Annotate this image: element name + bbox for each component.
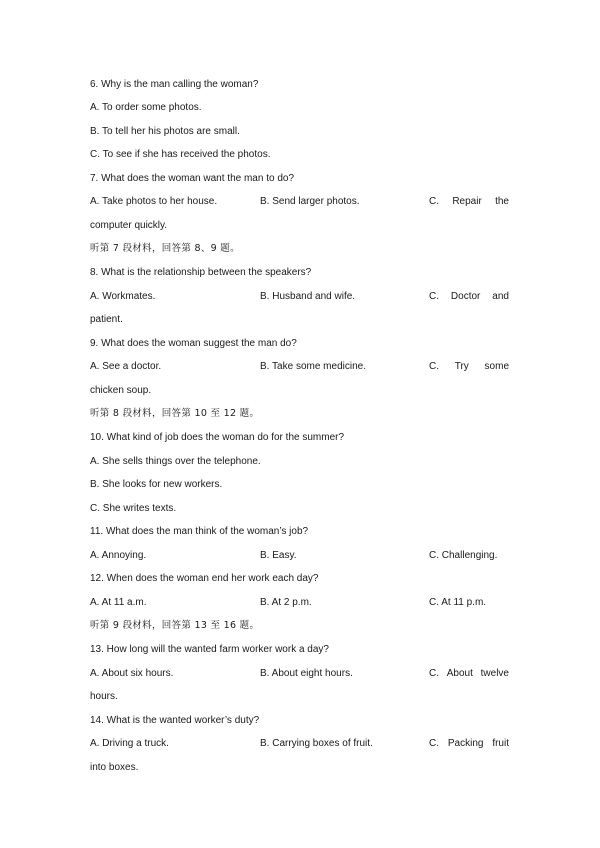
question-12-stem: 12. When does the woman end her work each day?	[90, 573, 319, 584]
question-6-stem: 6. Why is the man calling the woman?	[90, 79, 259, 90]
question-14-option-c: C. Packing fruit	[429, 738, 509, 749]
question-9-option-b: B. Take some medicine.	[260, 361, 366, 372]
question-14-option-a: A. Driving a truck.	[90, 738, 169, 749]
question-8-option-c-continued: patient.	[90, 314, 123, 325]
question-13-option-c-continued: hours.	[90, 691, 118, 702]
question-11-stem: 11. What does the man think of the woman’s job?	[90, 526, 309, 537]
question-10-option-c: C. She writes texts.	[90, 503, 177, 514]
question-7-option-c: C. Repair the	[429, 196, 509, 207]
question-6-option-c: C. To see if she has received the photos.	[90, 149, 271, 160]
question-9-option-a: A. See a doctor.	[90, 361, 162, 372]
question-9-stem: 9. What does the woman suggest the man do?	[90, 338, 297, 349]
section-9-instruction: 听第 9 段材料，回答第 13 至 16 题。	[90, 620, 260, 631]
question-13-option-c: C. About twelve	[429, 668, 509, 679]
question-8-option-c: C. Doctor and	[429, 291, 509, 302]
question-13-option-b: B. About eight hours.	[260, 668, 353, 679]
question-10-stem: 10. What kind of job does the woman do for the summer?	[90, 432, 345, 443]
question-12-option-a: A. At 11 a.m.	[90, 597, 147, 608]
question-14-stem: 14. What is the wanted worker’s duty?	[90, 715, 260, 726]
question-8-option-b: B. Husband and wife.	[260, 291, 356, 302]
question-8-option-a: A. Workmates.	[90, 291, 156, 302]
question-13-option-a: A. About six hours.	[90, 668, 174, 679]
question-7-option-a: A. Take photos to her house.	[90, 196, 218, 207]
question-10-option-a: A. She sells things over the telephone.	[90, 456, 261, 467]
question-9-option-c: C. Try some	[429, 361, 509, 372]
question-7-option-b: B. Send larger photos.	[260, 196, 360, 207]
section-7-instruction: 听第 7 段材料，回答第 8、9 题。	[90, 243, 240, 254]
question-7-option-c-continued: computer quickly.	[90, 220, 168, 231]
question-11-option-b: B. Easy.	[260, 550, 297, 561]
question-11-option-a: A. Annoying.	[90, 550, 147, 561]
question-11-option-c: C. Challenging.	[429, 550, 498, 561]
question-10-option-b: B. She looks for new workers.	[90, 479, 223, 490]
question-12-option-b: B. At 2 p.m.	[260, 597, 312, 608]
question-8-stem: 8. What is the relationship between the speakers?	[90, 267, 312, 278]
question-13-stem: 13. How long will the wanted farm worker work a day?	[90, 644, 329, 655]
section-8-instruction: 听第 8 段材料，回答第 10 至 12 题。	[90, 408, 260, 419]
question-12-option-c: C. At 11 p.m.	[429, 597, 487, 608]
question-6-option-b: B. To tell her his photos are small.	[90, 126, 240, 137]
question-7-stem: 7. What does the woman want the man to do?	[90, 173, 295, 184]
question-6-option-a: A. To order some photos.	[90, 102, 202, 113]
question-14-option-b: B. Carrying boxes of fruit.	[260, 738, 373, 749]
question-9-option-c-continued: chicken soup.	[90, 385, 152, 396]
question-14-option-c-continued: into boxes.	[90, 762, 139, 773]
